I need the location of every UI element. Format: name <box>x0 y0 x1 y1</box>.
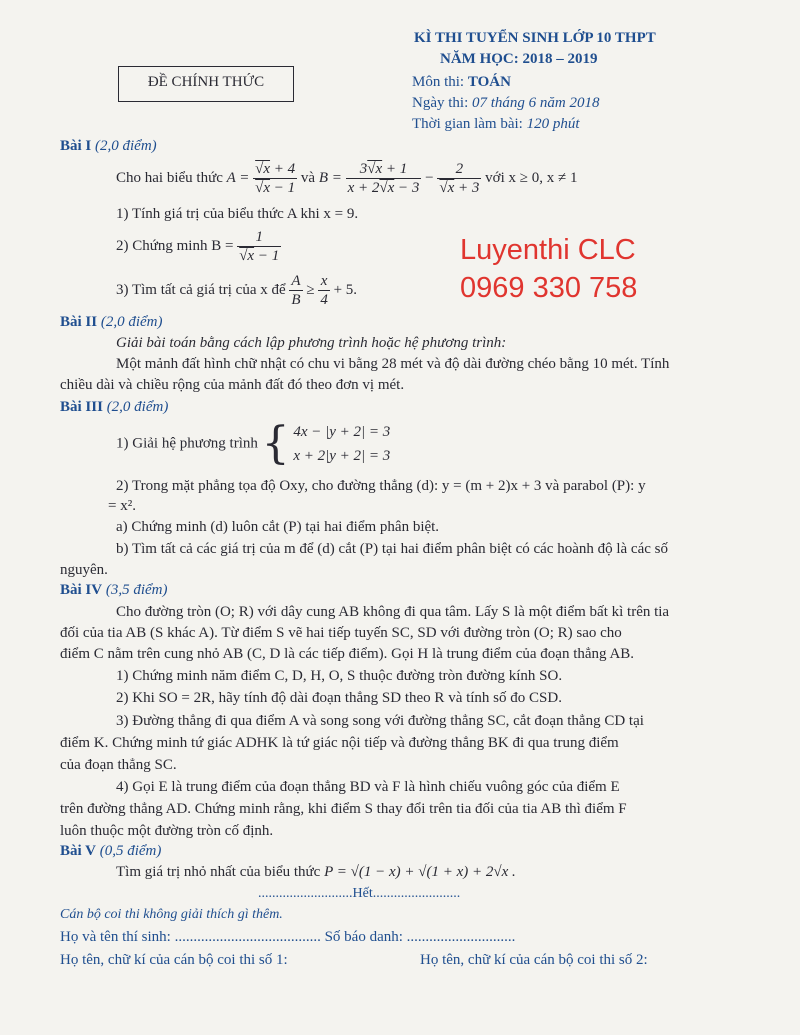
bai4-l2: đối của tia AB (S khác A). Từ điểm S vẽ hai tiếp tuyến SC, SD với đường tròn (O; R) sao cho <box>60 625 622 641</box>
school-year: NĂM HỌC: 2018 – 2019 <box>440 51 598 67</box>
bai1-intro: Cho hai biểu thức <box>116 169 223 186</box>
bai3-title: Bài III <box>60 399 103 415</box>
bai4-q3b: điểm K. Chứng minh tứ giác ADHK là tứ giác nội tiếp và đường thẳng BK đi qua trung điểm <box>60 735 619 751</box>
expr-a: $\frac{√x + 4}{√x - 1}$ <box>255 161 296 196</box>
duration-label: Thời gian làm bài: <box>412 116 523 132</box>
bai5-line <box>116 864 516 881</box>
candidate-name-line: Họ và tên thí sinh: ....................................... Số báo danh: ............................. <box>60 929 516 945</box>
subject-line <box>412 74 511 91</box>
bai1-q2: 2) Chứng minh B = <box>116 237 234 254</box>
bai3-heading <box>60 399 168 416</box>
duration-line <box>412 116 580 133</box>
bai3-q1-line <box>116 420 390 468</box>
bai1-intro-line: Cho hai biểu thức A = $\frac{√x + 4}{√x - 1}$ và B = $\frac{3√x + 1}{x + 2√x - 3}$ − $\frac{2}{√x + 3}$ với x ≥ 0, x ≠ 1 <box>116 161 578 196</box>
proctor-sig-2: Họ tên, chữ kí của cán bộ coi thi số 2: <box>420 952 648 968</box>
bai3-q2b: = x². <box>108 498 136 514</box>
bai2-heading <box>60 314 163 331</box>
expr-b1: $\frac{3√x + 1}{x + 2√x - 3}$ <box>347 161 420 196</box>
bai3-qa: a) Chứng minh (d) luôn cắt (P) tại hai điểm phân biệt. <box>116 519 440 535</box>
bai1-q1: 1) Tính giá trị của biểu thức A khi x = 9. <box>116 206 359 222</box>
proctor-sig-1: Họ tên, chữ kí của cán bộ coi thi số 1: <box>60 952 288 968</box>
bai4-title: Bài IV <box>60 582 103 598</box>
bai4-heading <box>60 582 168 599</box>
bai1-q3-line: 3) Tìm tất cả giá trị của x để $\frac{A}{B}$ ≥ $\frac{x}{4}$ + 5. <box>116 273 358 308</box>
bai4-q4a: 4) Gọi E là trung điểm của đoạn thẳng BD và F là hình chiếu vuông góc của điểm E <box>116 779 620 795</box>
watermark-line2: 0969 330 758 <box>460 272 638 304</box>
bai4-q4c: luôn thuộc một đường tròn cố định. <box>60 823 274 839</box>
bai1-cond: với x ≥ 0, x ≠ 1 <box>485 169 578 186</box>
subject: TOÁN <box>467 74 511 90</box>
bai4-l3: điểm C nằm trên cung nhỏ AB (C, D là các tiếp điểm). Gọi H là trung điểm của đoạn thẳng AB. <box>60 646 635 662</box>
bai2-text1: Một mảnh đất hình chữ nhật có chu vi bằng 28 mét và độ dài đường chéo bằng 10 mét. Tính <box>116 356 670 372</box>
bai2-intro: Giải bài toán bằng cách lập phương trình hoặc hệ phương trình: <box>116 335 507 351</box>
bai4-q3a: 3) Đường thẳng đi qua điểm A và song song với đường thẳng SC, cắt đoạn thẳng CD tại <box>116 713 644 729</box>
bai4-points: (3,5 điểm) <box>105 582 168 598</box>
bai5-heading <box>60 843 161 860</box>
bai2-points: (2,0 điểm) <box>100 314 163 330</box>
bai5-title: Bài V <box>60 843 96 859</box>
bai1-title: Bài I <box>60 138 92 154</box>
official-stamp: ĐỀ CHÍNH THỨC <box>118 66 294 102</box>
expr-q3a: $\frac{A}{B}$ <box>291 273 301 308</box>
bai3-qb2: nguyên. <box>60 562 108 578</box>
bai2-text2: chiều dài và chiều rộng của mảnh đất đó theo đơn vị mét. <box>60 377 405 393</box>
date-line <box>412 95 600 112</box>
bai4-l1: Cho đường tròn (O; R) với dây cung AB không đi qua tâm. Lấy S là một điểm bất kì trên tia <box>116 604 670 620</box>
bai3-q1: 1) Giải hệ phương trình <box>116 435 258 452</box>
bai4-q3c: của đoạn thẳng SC. <box>60 757 177 773</box>
watermark-line1: Luyenthi CLC <box>460 234 636 266</box>
end-marker: ...........................Hết......................... <box>258 886 461 901</box>
bai5-points: (0,5 điểm) <box>99 843 162 859</box>
date: 07 tháng 6 năm 2018 <box>472 95 600 111</box>
subject-label: Môn thi: <box>412 74 465 90</box>
brace-icon: { <box>261 418 290 469</box>
date-label: Ngày thi: <box>412 95 469 111</box>
expr-b2: $\frac{2}{√x + 3}$ <box>439 161 480 196</box>
bai1-q3: 3) Tìm tất cả giá trị của x để <box>116 281 286 298</box>
bai3-points: (2,0 điểm) <box>106 399 169 415</box>
expr-q3b: $\frac{x}{4}$ <box>320 273 328 308</box>
bai4-q1: 1) Chứng minh năm điểm C, D, H, O, S thuộc đường tròn đường kính SO. <box>116 668 563 684</box>
bai3-eq2: x + 2|y + 2| = 3 <box>293 448 391 464</box>
bai1-heading <box>60 138 157 155</box>
bai2-title: Bài II <box>60 314 98 330</box>
proctor-note: Cán bộ coi thi không giải thích gì thêm. <box>60 907 283 922</box>
bai3-eq1: 4x − |y + 2| = 3 <box>293 424 391 440</box>
equation-system <box>293 420 390 468</box>
duration: 120 phút <box>526 116 580 132</box>
bai1-q2-line <box>116 228 281 265</box>
bai4-q2: 2) Khi SO = 2R, hãy tính độ dài đoạn thẳng SD theo R và tính số đo CSD. <box>116 690 562 706</box>
bai4-q4b: trên đường thẳng AD. Chứng minh rằng, khi điểm S thay đổi trên tia đối của tia AB thì điểm F <box>60 801 627 817</box>
expr-q2: $\frac{1}{√x - 1}$ <box>239 229 280 264</box>
bai3-qb1: b) Tìm tất cả các giá trị của m để (d) cắt (P) tại hai điểm phân biệt có các hoành độ là các số <box>116 541 668 557</box>
bai3-q2a: 2) Trong mặt phẳng tọa độ Oxy, cho đường thẳng (d): y = (m + 2)x + 3 và parabol (P): y <box>116 478 646 494</box>
bai5-expr: P = √(1 − x) + √(1 + x) + 2√x . <box>324 864 516 880</box>
exam-title: KÌ THI TUYỂN SINH LỚP 10 THPT <box>414 30 656 46</box>
bai1-points: (2,0 điểm) <box>95 138 157 154</box>
bai5-text: Tìm giá trị nhỏ nhất của biểu thức <box>116 864 321 880</box>
